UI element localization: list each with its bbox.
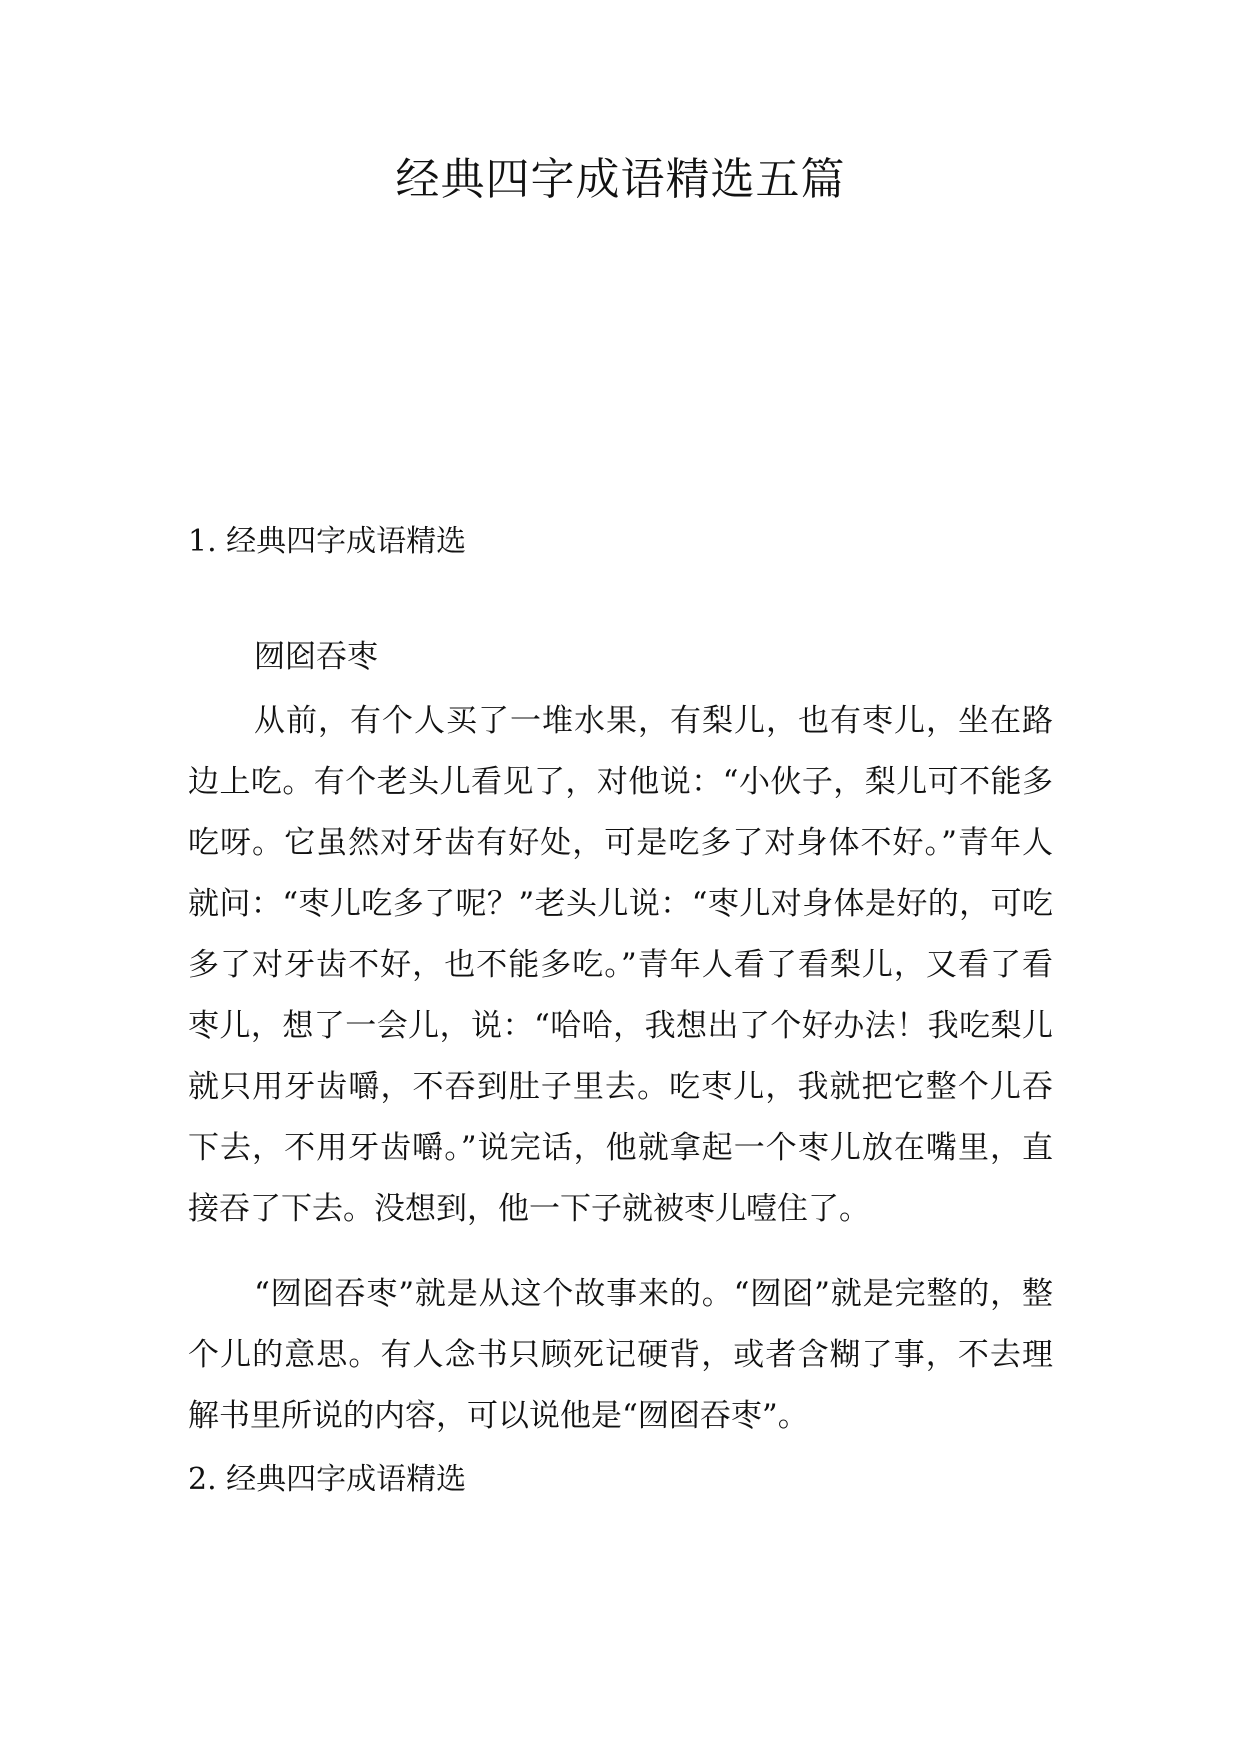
page-title: 经典四字成语精选五篇 bbox=[395, 154, 846, 205]
story-title: 囫囵吞枣 bbox=[254, 639, 378, 675]
section-heading-2: 2. 经典四字成语精选 bbox=[188, 1462, 467, 1497]
body-paragraph-1: 从前，有个人买了一堆水果，有梨儿，也有枣儿，坐在路边上吃。有个老头儿看见了，对他说：“小伙子，梨儿可不能多吃呀。它虽然对牙齿有好处，可是吃多了对身体不好。”青年人就问：“枣儿吃多了呢？”老头儿说：“枣儿对身体是好的，可吃多了对牙齿不好，也不能多吃。”青年人看了看梨儿，又看了看枣儿，想了一会儿，说：“哈哈，我想出了个好办法！我吃梨儿就只用牙齿嚼，不吞到肚子里去。吃枣儿，我就把它整个儿吞下去，不用牙齿嚼。”说完话，他就拿起一个枣儿放在嘴里，直接吞了下去。没想到，他一下子就被枣儿噎住了。 bbox=[188, 703, 1053, 1227]
section-heading-1: 1. 经典四字成语精选 bbox=[188, 524, 467, 559]
body-paragraph-2: “囫囵吞枣”就是从这个故事来的。“囫囵”就是完整的，整个儿的意思。有人念书只顾死记硬背，或者含糊了事，不去理解书里所说的内容，可以说他是“囫囵吞枣”。 bbox=[188, 1276, 1053, 1434]
